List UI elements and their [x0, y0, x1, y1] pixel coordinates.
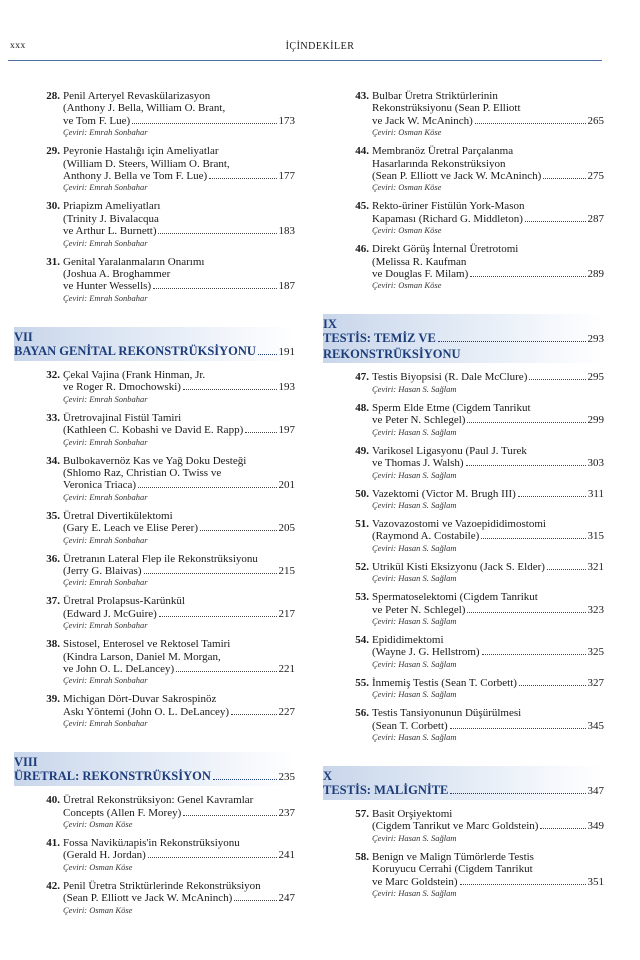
- chapter-title-line: Sistosel, Enterosel ve Rektosel Tamiri: [63, 638, 231, 651]
- chapter-title-text: (Kathleen C. Kobashi ve David E. Rapp): [63, 424, 244, 437]
- chapter-title-line: (Joshua A. Broghammer: [63, 268, 171, 281]
- part-page: 235: [278, 771, 295, 784]
- chapter-title-last-line: [63, 565, 295, 577]
- leader-dots: [529, 379, 585, 380]
- leader-dots: [132, 123, 276, 124]
- chapter-title-text: (Gary E. Leach ve Elise Perer): [63, 522, 198, 535]
- toc-entry[interactable]: [14, 693, 295, 729]
- header-rule: [8, 60, 602, 61]
- chapter-title-text: (Sean P. Elliott ve Jack W. McAninch): [372, 170, 542, 183]
- translator-credit: Çeviri: Emrah Sonbahar: [63, 620, 148, 631]
- chapter-page: 247: [278, 892, 295, 905]
- page-header: [0, 0, 640, 62]
- chapter-group: [323, 90, 604, 291]
- chapter-title-line: Benign ve Malign Tümörlerde Testis: [372, 850, 534, 863]
- chapter-group: [14, 369, 295, 729]
- chapter-title-line: Membranöz Üretral Parçalanma: [372, 145, 514, 158]
- chapter-title-text: (Gerald H. Jordan): [63, 849, 146, 862]
- toc-entry[interactable]: [323, 808, 604, 844]
- chapter-number: 51.: [355, 517, 369, 530]
- chapter-page: 187: [278, 280, 295, 293]
- chapter-title-last-line: [372, 115, 604, 127]
- chapter-page: 289: [587, 268, 604, 281]
- chapter-page: 221: [278, 662, 295, 675]
- chapter-title-line: Michigan Dört-Duvar Sakrospinöz: [63, 693, 217, 706]
- chapter-page: 275: [587, 170, 604, 183]
- chapter-number: 39.: [46, 693, 60, 706]
- toc-entry[interactable]: [323, 561, 604, 584]
- leader-dots: [200, 530, 277, 531]
- chapter-title-line: Epididimektomi: [372, 633, 444, 646]
- chapter-title-text: (Edward J. McGuire): [63, 607, 157, 620]
- leader-dots: [467, 612, 585, 613]
- chapter-title-line: Sperm Elde Etme (Cigdem Tanrikut: [372, 401, 531, 414]
- chapter-title-last-line: [63, 479, 295, 491]
- leader-dots: [213, 779, 277, 780]
- chapter-title-text: Veronica Triaca): [63, 479, 137, 492]
- chapter-title-line: Bulbokavernöz Kas ve Yağ Doku Desteği: [63, 454, 247, 467]
- chapter-title-last-line: [372, 604, 604, 616]
- translator-credit: Çeviri: Emrah Sonbahar: [63, 237, 148, 248]
- chapter-title-line: (Shlomo Raz, Christian O. Twiss ve: [63, 466, 222, 479]
- leader-dots: [148, 857, 277, 858]
- chapter-title-last-line: [372, 414, 604, 426]
- translator-credit: Çeviri: Emrah Sonbahar: [63, 491, 148, 502]
- chapter-title-line: (Kindra Larson, Daniel M. Morgan,: [63, 650, 221, 663]
- leader-dots: [183, 815, 276, 816]
- chapter-title-last-line: [372, 720, 604, 732]
- leader-dots: [470, 276, 585, 277]
- chapter-number: 55.: [355, 676, 369, 689]
- toc-entry[interactable]: [14, 638, 295, 686]
- chapter-title-last-line: [372, 561, 604, 573]
- chapter-title-text: Concepts (Allen F. Morey): [63, 806, 182, 819]
- chapter-page: 183: [278, 225, 295, 238]
- chapter-number: 58.: [355, 850, 369, 863]
- chapter-number: 34.: [46, 454, 60, 467]
- chapter-page: 345: [587, 719, 604, 732]
- chapter-page: 299: [587, 414, 604, 427]
- chapter-title-text: Vazektomi (Victor M. Brugh III): [372, 487, 516, 500]
- chapter-number: 28.: [46, 90, 60, 102]
- chapter-number: 42.: [46, 879, 60, 892]
- chapter-page: 177: [278, 170, 295, 183]
- chapter-title-text: (Sean T. Corbett): [372, 719, 448, 732]
- chapter-title-text: ve Peter N. Schlegel): [372, 414, 466, 427]
- chapter-title-text: Utrikül Kisti Eksizyonu (Jack S. Elder): [372, 560, 545, 573]
- chapter-page: 303: [587, 457, 604, 470]
- chapter-title-last-line: [63, 115, 295, 127]
- chapter-title-text: ve Thomas J. Walsh): [372, 457, 464, 470]
- chapter-page: 323: [587, 603, 604, 616]
- chapter-title-line: Genital Yaralanmaların Onarımı: [63, 255, 205, 268]
- translator-credit: Çeviri: Emrah Sonbahar: [63, 292, 148, 303]
- translator-credit: Çeviri: Emrah Sonbahar: [63, 127, 148, 138]
- chapter-group: [14, 90, 295, 304]
- chapter-title-last-line: [372, 213, 604, 225]
- chapter-title-text: ve Douglas F. Milam): [372, 268, 469, 281]
- translator-credit: Çeviri: Osman Köse: [63, 819, 133, 829]
- chapter-page: 315: [587, 530, 604, 543]
- leader-dots: [450, 728, 586, 729]
- chapter-title-last-line: [63, 225, 295, 237]
- chapter-number: 48.: [355, 401, 369, 414]
- chapter-number: 30.: [46, 200, 60, 213]
- chapter-number: 56.: [355, 707, 369, 720]
- chapter-page: 173: [278, 114, 295, 127]
- part-heading-viii: [14, 752, 295, 786]
- translator-credit: Çeviri: Hasan S. Sağlam: [372, 658, 457, 669]
- chapter-number: 31.: [46, 255, 60, 268]
- leader-dots: [176, 671, 276, 672]
- leader-dots: [231, 714, 276, 715]
- chapter-title-text: (Sean P. Elliott ve Jack W. McAninch): [63, 892, 233, 905]
- chapter-number: 36.: [46, 552, 60, 565]
- chapter-title-line: (Anthony J. Bella, William O. Brant,: [63, 102, 226, 115]
- chapter-title-text: ve Roger R. Dmochowski): [63, 381, 181, 394]
- chapter-title-last-line: [372, 371, 604, 383]
- chapter-title-line: Üretrovajinal Fistül Tamiri: [63, 411, 182, 424]
- leader-dots: [481, 538, 585, 539]
- chapter-title-line: Koruyucu Cerrahi (Cigdem Tanrikut: [372, 863, 533, 876]
- chapter-number: 45.: [355, 200, 369, 213]
- chapter-title-last-line: [63, 706, 295, 718]
- part-title: TESTİS: TEMİZ VE: [323, 331, 436, 346]
- toc-entry[interactable]: [14, 553, 295, 589]
- chapter-number: 29.: [46, 145, 60, 158]
- chapter-group: [14, 794, 295, 915]
- translator-credit: Çeviri: Emrah Sonbahar: [63, 436, 148, 447]
- chapter-title-last-line: [63, 849, 295, 861]
- chapter-title-line: Varikosel Ligasyonu (Paul J. Turek: [372, 444, 527, 457]
- leader-dots: [547, 569, 586, 570]
- translator-credit: Çeviri: Hasan S. Sağlam: [372, 542, 457, 553]
- chapter-title-text: ve Arthur L. Burnett): [63, 225, 157, 238]
- toc-entry[interactable]: [14, 455, 295, 503]
- chapter-title-line: Üretranın Lateral Flep ile Rekonstrüksiyonu: [63, 552, 258, 565]
- running-title: İÇİNDEKİLER: [285, 41, 355, 52]
- chapter-title-line: Çekal Vajina (Frank Hinman, Jr.: [63, 368, 206, 381]
- chapter-number: 41.: [46, 837, 60, 849]
- chapter-title-line: (Melissa R. Kaufman: [372, 255, 467, 268]
- chapter-page: 311: [587, 487, 604, 500]
- part-title: BAYAN GENİTAL REKONSTRÜKSİYONU: [14, 343, 256, 358]
- leader-dots: [475, 123, 586, 124]
- chapter-title-line: Üretral Prolapsus-Karünkül: [63, 595, 185, 608]
- toc-entry[interactable]: [14, 256, 295, 304]
- toc-entry[interactable]: [14, 510, 295, 546]
- toc-entry[interactable]: [323, 402, 604, 438]
- translator-credit: Çeviri: Osman Köse: [63, 904, 133, 915]
- chapter-title-line: Rekto-üriner Fistülün York-Mason: [372, 200, 525, 213]
- leader-dots: [159, 616, 277, 617]
- leader-dots: [234, 900, 276, 901]
- leader-dots: [144, 573, 277, 574]
- page-number: xxx: [10, 41, 26, 51]
- part-page: 191: [278, 345, 295, 358]
- toc-entry[interactable]: [323, 488, 604, 511]
- chapter-title-text: ve Tom F. Lue): [63, 114, 131, 127]
- toc-entry[interactable]: [14, 90, 295, 138]
- leader-dots: [450, 793, 585, 794]
- chapter-page: 325: [587, 646, 604, 659]
- leader-dots: [519, 685, 586, 686]
- leader-dots: [467, 422, 585, 423]
- chapter-group: [323, 808, 604, 899]
- toc-entry[interactable]: [323, 371, 604, 394]
- translator-credit: Çeviri: Hasan S. Sağlam: [372, 469, 457, 480]
- chapter-page: 205: [278, 522, 295, 535]
- chapter-title-last-line: [63, 608, 295, 620]
- leader-dots: [525, 221, 586, 222]
- chapter-page: 215: [278, 564, 295, 577]
- chapter-number: 40.: [46, 794, 60, 807]
- leader-dots: [482, 654, 586, 655]
- chapter-title-line: Basit Orşiyektomi: [372, 807, 453, 820]
- chapter-page: 237: [278, 806, 295, 819]
- translator-credit: Çeviri: Hasan S. Sağlam: [372, 832, 457, 843]
- toc-entry[interactable]: [323, 677, 604, 700]
- translator-credit: Çeviri: Osman Köse: [372, 127, 442, 138]
- chapter-page: 241: [278, 849, 295, 862]
- translator-credit: Çeviri: Hasan S. Sağlam: [372, 426, 457, 437]
- chapter-title-text: Askı Yöntemi (John O. L. DeLancey): [63, 705, 230, 718]
- chapter-title-text: İnmemiş Testis (Sean T. Corbett): [372, 676, 517, 689]
- chapter-page: 327: [587, 676, 604, 689]
- translator-credit: Çeviri: Osman Köse: [63, 861, 133, 872]
- toc-entry[interactable]: [14, 369, 295, 405]
- translator-credit: Çeviri: Hasan S. Sağlam: [372, 615, 457, 626]
- chapter-number: 49.: [355, 444, 369, 457]
- chapter-title-line: Spermatoselektomi (Cigdem Tanrikut: [372, 591, 538, 604]
- chapter-group: [323, 371, 604, 743]
- chapter-title-text: ve John O. L. DeLancey): [63, 662, 175, 675]
- chapter-page: 287: [587, 212, 604, 225]
- toc-entry[interactable]: [14, 595, 295, 631]
- part-title: ÜRETRAL: REKONSTRÜKSİYON: [14, 769, 211, 784]
- translator-credit: Çeviri: Hasan S. Sağlam: [372, 888, 457, 898]
- part-title: TESTİS: MALİGNİTE: [323, 782, 449, 797]
- leader-dots: [153, 288, 276, 289]
- part-numeral: X: [323, 768, 333, 783]
- part-heading-ix: [323, 314, 604, 363]
- chapter-page: 295: [587, 371, 604, 384]
- chapter-title-last-line: [63, 522, 295, 534]
- leader-dots: [540, 828, 585, 829]
- chapter-title-line: (Trinity J. Bivalacqua: [63, 212, 159, 225]
- chapter-title-last-line: [372, 268, 604, 280]
- chapter-title-text: ve Hunter Wessells): [63, 280, 152, 293]
- translator-credit: Çeviri: Hasan S. Sağlam: [372, 689, 457, 700]
- chapter-title-last-line: [372, 876, 604, 888]
- toc-entry[interactable]: [323, 90, 604, 138]
- toc-entry[interactable]: [323, 200, 604, 236]
- chapter-title-line: Bulbar Üretra Striktürlerinin: [372, 90, 498, 102]
- chapter-title-last-line: [372, 646, 604, 658]
- toc-entry[interactable]: [323, 851, 604, 899]
- chapter-title-line: Testis Tansiyonunun Düşürülmesi: [372, 707, 522, 720]
- part-heading-x: [323, 766, 604, 800]
- chapter-title-last-line: [63, 381, 295, 393]
- chapter-title-line: Penil Üretra Striktürlerinde Rekonstrüksiyon: [63, 879, 261, 892]
- leader-dots: [258, 354, 277, 355]
- leader-dots: [138, 487, 276, 488]
- toc-entry[interactable]: [14, 880, 295, 916]
- leader-dots: [158, 233, 276, 234]
- chapter-title-line: Rekonstrüksiyonu (Sean P. Elliott: [372, 102, 521, 115]
- chapter-title-line: Peyronie Hastalığı için Ameliyatlar: [63, 145, 219, 158]
- leader-dots: [183, 389, 277, 390]
- chapter-page: 349: [587, 820, 604, 833]
- chapter-number: 38.: [46, 638, 60, 651]
- chapter-page: 197: [278, 424, 295, 437]
- chapter-title-text: ve Peter N. Schlegel): [372, 603, 466, 616]
- part-page: 347: [587, 784, 604, 797]
- chapter-title-text: (Raymond A. Costabile): [372, 530, 480, 543]
- translator-credit: Çeviri: Hasan S. Sağlam: [372, 731, 457, 742]
- chapter-number: 32.: [46, 368, 60, 381]
- chapter-title-last-line: [63, 663, 295, 675]
- chapter-number: 43.: [355, 90, 369, 102]
- chapter-title-last-line: [372, 677, 604, 689]
- chapter-title-last-line: [372, 170, 604, 182]
- chapter-title-last-line: [372, 820, 604, 832]
- chapter-title-line: Üretral Divertikülektomi: [63, 509, 173, 522]
- toc-entry[interactable]: [14, 145, 295, 193]
- chapter-title-text: ve Marc Goldstein): [372, 875, 458, 888]
- chapter-title-line: Penil Arteryel Revaskülarizasyon: [63, 90, 211, 102]
- chapter-page: 351: [587, 875, 604, 888]
- leader-dots: [460, 884, 586, 885]
- chapter-page: 265: [587, 114, 604, 127]
- translator-credit: Çeviri: Emrah Sonbahar: [63, 577, 148, 588]
- chapter-title-last-line: [372, 530, 604, 542]
- chapter-number: 50.: [355, 487, 369, 500]
- chapter-number: 53.: [355, 591, 369, 604]
- toc-entry[interactable]: [323, 145, 604, 193]
- part-numeral: VII: [14, 329, 33, 344]
- chapter-page: 193: [278, 381, 295, 394]
- part-numeral: IX: [323, 317, 337, 332]
- leader-dots: [245, 432, 276, 433]
- chapter-number: 44.: [355, 145, 369, 158]
- chapter-title-text: (Cigdem Tanrikut ve Marc Goldstein): [372, 820, 539, 833]
- chapter-title-line: Priapizm Ameliyatları: [63, 200, 161, 213]
- toc-left-column: [14, 90, 295, 923]
- toc-entry[interactable]: [14, 837, 295, 873]
- chapter-number: 47.: [355, 371, 369, 384]
- chapter-title-last-line: [63, 892, 295, 904]
- chapter-title-text: Anthony J. Bella ve Tom F. Lue): [63, 170, 208, 183]
- leader-dots: [466, 465, 586, 466]
- toc-entry[interactable]: [323, 445, 604, 481]
- chapter-number: 57.: [355, 807, 369, 820]
- chapter-number: 52.: [355, 560, 369, 573]
- chapter-title-last-line: [63, 807, 295, 819]
- chapter-title-last-line: [63, 170, 295, 182]
- toc-entry[interactable]: [323, 243, 604, 291]
- translator-credit: Çeviri: Hasan S. Sağlam: [372, 573, 457, 584]
- toc-entry[interactable]: [14, 412, 295, 448]
- toc-entry[interactable]: [14, 794, 295, 830]
- chapter-page: 321: [587, 560, 604, 573]
- chapter-title-line: Hasarlarında Rekonstrüksiyon: [372, 157, 506, 170]
- chapter-page: 201: [278, 479, 295, 492]
- chapter-number: 46.: [355, 243, 369, 256]
- translator-credit: Çeviri: Hasan S. Sağlam: [372, 383, 457, 394]
- part-numeral: VIII: [14, 755, 38, 770]
- toc-entry[interactable]: [323, 518, 604, 554]
- translator-credit: Çeviri: Osman Köse: [372, 280, 442, 291]
- translator-credit: Çeviri: Hasan S. Sağlam: [372, 499, 457, 510]
- chapter-title-line: Vazovazostomi ve Vazoepididimostomi: [372, 517, 546, 530]
- chapter-title-line: Üretral Rekonstrüksiyon: Genel Kavramlar: [63, 794, 254, 807]
- translator-credit: Çeviri: Emrah Sonbahar: [63, 718, 148, 729]
- toc-entry[interactable]: [323, 634, 604, 670]
- translator-credit: Çeviri: Emrah Sonbahar: [63, 182, 148, 193]
- chapter-number: 54.: [355, 633, 369, 646]
- chapter-title-last-line: [63, 280, 295, 292]
- translator-credit: Çeviri: Osman Köse: [372, 225, 442, 236]
- chapter-title-line: Fossa Naviküларis'in Rekonstrüksiyonu: [63, 837, 240, 849]
- chapter-title-last-line: [372, 457, 604, 469]
- chapter-number: 37.: [46, 595, 60, 608]
- chapter-title-text: (Wayne J. G. Hellstrom): [372, 646, 480, 659]
- translator-credit: Çeviri: Emrah Sonbahar: [63, 534, 148, 545]
- chapter-title-text: Testis Biyopsisi (R. Dale McClure): [372, 371, 528, 384]
- toc-entry[interactable]: [323, 591, 604, 627]
- part-page: 293: [587, 333, 604, 346]
- chapter-page: 227: [278, 705, 295, 718]
- chapter-number: 35.: [46, 509, 60, 522]
- chapter-title-line: Direkt Görüş İnternal Üretrotomi: [372, 243, 519, 256]
- chapter-title-text: ve Jack W. McAninch): [372, 114, 473, 127]
- part-heading-vii: [14, 327, 295, 361]
- chapter-number: 33.: [46, 411, 60, 424]
- translator-credit: Çeviri: Osman Köse: [372, 182, 442, 193]
- leader-dots: [543, 178, 585, 179]
- chapter-title-last-line: [372, 488, 604, 500]
- leader-dots: [209, 178, 276, 179]
- toc-entry[interactable]: [323, 707, 604, 743]
- leader-dots: [518, 496, 586, 497]
- part-title-continued: REKONSTRÜKSİYONU: [323, 347, 461, 362]
- toc-entry[interactable]: [14, 200, 295, 248]
- chapter-title-text: Kapaması (Richard G. Middleton): [372, 212, 523, 225]
- translator-credit: Çeviri: Emrah Sonbahar: [63, 675, 148, 686]
- toc-right-column: [323, 90, 604, 906]
- chapter-title-text: (Jerry G. Blaivas): [63, 564, 142, 577]
- chapter-page: 217: [278, 607, 295, 620]
- translator-credit: Çeviri: Emrah Sonbahar: [63, 393, 148, 404]
- leader-dots: [438, 341, 586, 342]
- chapter-title-last-line: [63, 424, 295, 436]
- chapter-title-line: (William D. Steers, William O. Brant,: [63, 157, 230, 170]
